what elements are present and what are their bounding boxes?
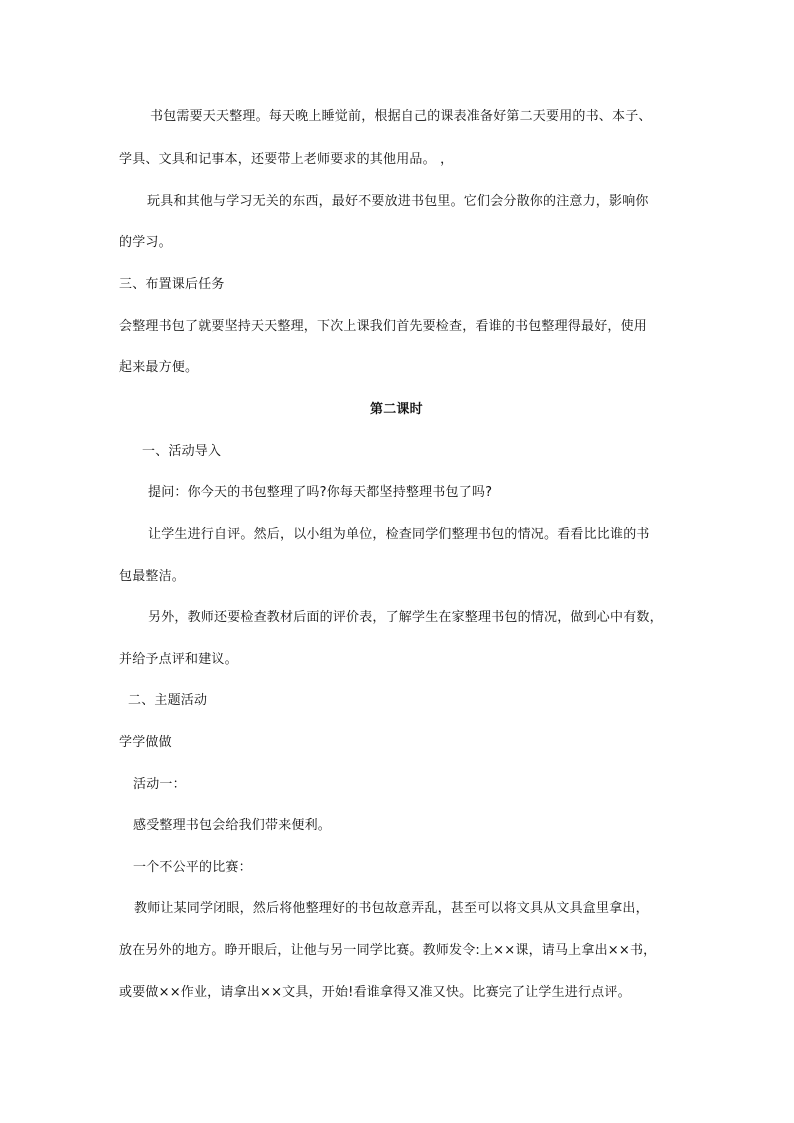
paragraph-line-16: 或要做××作业，请拿出××文具，开始!看谁拿得又准又快。比赛完了让学生进行点评。	[119, 985, 631, 1000]
paragraph-line-2: 学具、文具和记事本，还要带上老师要求的其他用品。 ，	[119, 152, 454, 167]
lesson-heading: 第二课时	[370, 402, 423, 417]
paragraph-line-6: 起来最方便。	[119, 360, 199, 375]
paragraph-line-5: 会整理书包了就要坚持天天整理，下次上课我们首先要检查，看谁的书包整理得最好，使用	[119, 319, 648, 334]
paragraph-line-8: 让学生进行自评。然后，以小组为单位，检查同学们整理书包的情况。看看比比谁的书	[148, 527, 650, 542]
paragraph-line-3: 玩具和其他与学习无关的东西，最好不要放进书包里。它们会分散你的注意力，影响你	[147, 194, 649, 209]
paragraph-line-11: 并给予点评和建议。	[119, 652, 238, 667]
paragraph-line-10: 另外，教师还要检查教材后面的评价表，了解学生在家整理书包的情况，做到心中有数，	[148, 610, 663, 625]
paragraph-line-1: 书包需要天天整理。每天晚上睡觉前，根据自己的课表准备好第二天要用的书、本子、	[150, 109, 652, 124]
paragraph-line-9: 包最整洁。	[119, 569, 186, 584]
section-heading-3: 三、布置课后任务	[119, 277, 225, 292]
paragraph-line-12: 感受整理书包会给我们带来便利。	[133, 818, 332, 833]
paragraph-line-13: 一个不公平的比赛：	[133, 860, 252, 875]
paragraph-line-15: 放在另外的地方。睁开眼后，让他与另一同学比赛。教师发令:上××课，请马上拿出××书，	[119, 943, 657, 958]
section-heading-2: 二、主题活动	[128, 693, 208, 708]
paragraph-line-14: 教师让某同学闭眼，然后将他整理好的书包故意弄乱，甚至可以将文具从文具盒里拿出，	[134, 901, 649, 916]
activity-title: 活动一：	[133, 777, 186, 792]
section-heading-1: 一、活动导入	[142, 444, 222, 459]
paragraph-line-4: 的学习。	[119, 235, 172, 250]
subheading-learn-do: 学学做做	[119, 735, 172, 750]
paragraph-line-7: 提问：你今天的书包整理了吗?你每天都坚持整理书包了吗?	[148, 485, 493, 500]
